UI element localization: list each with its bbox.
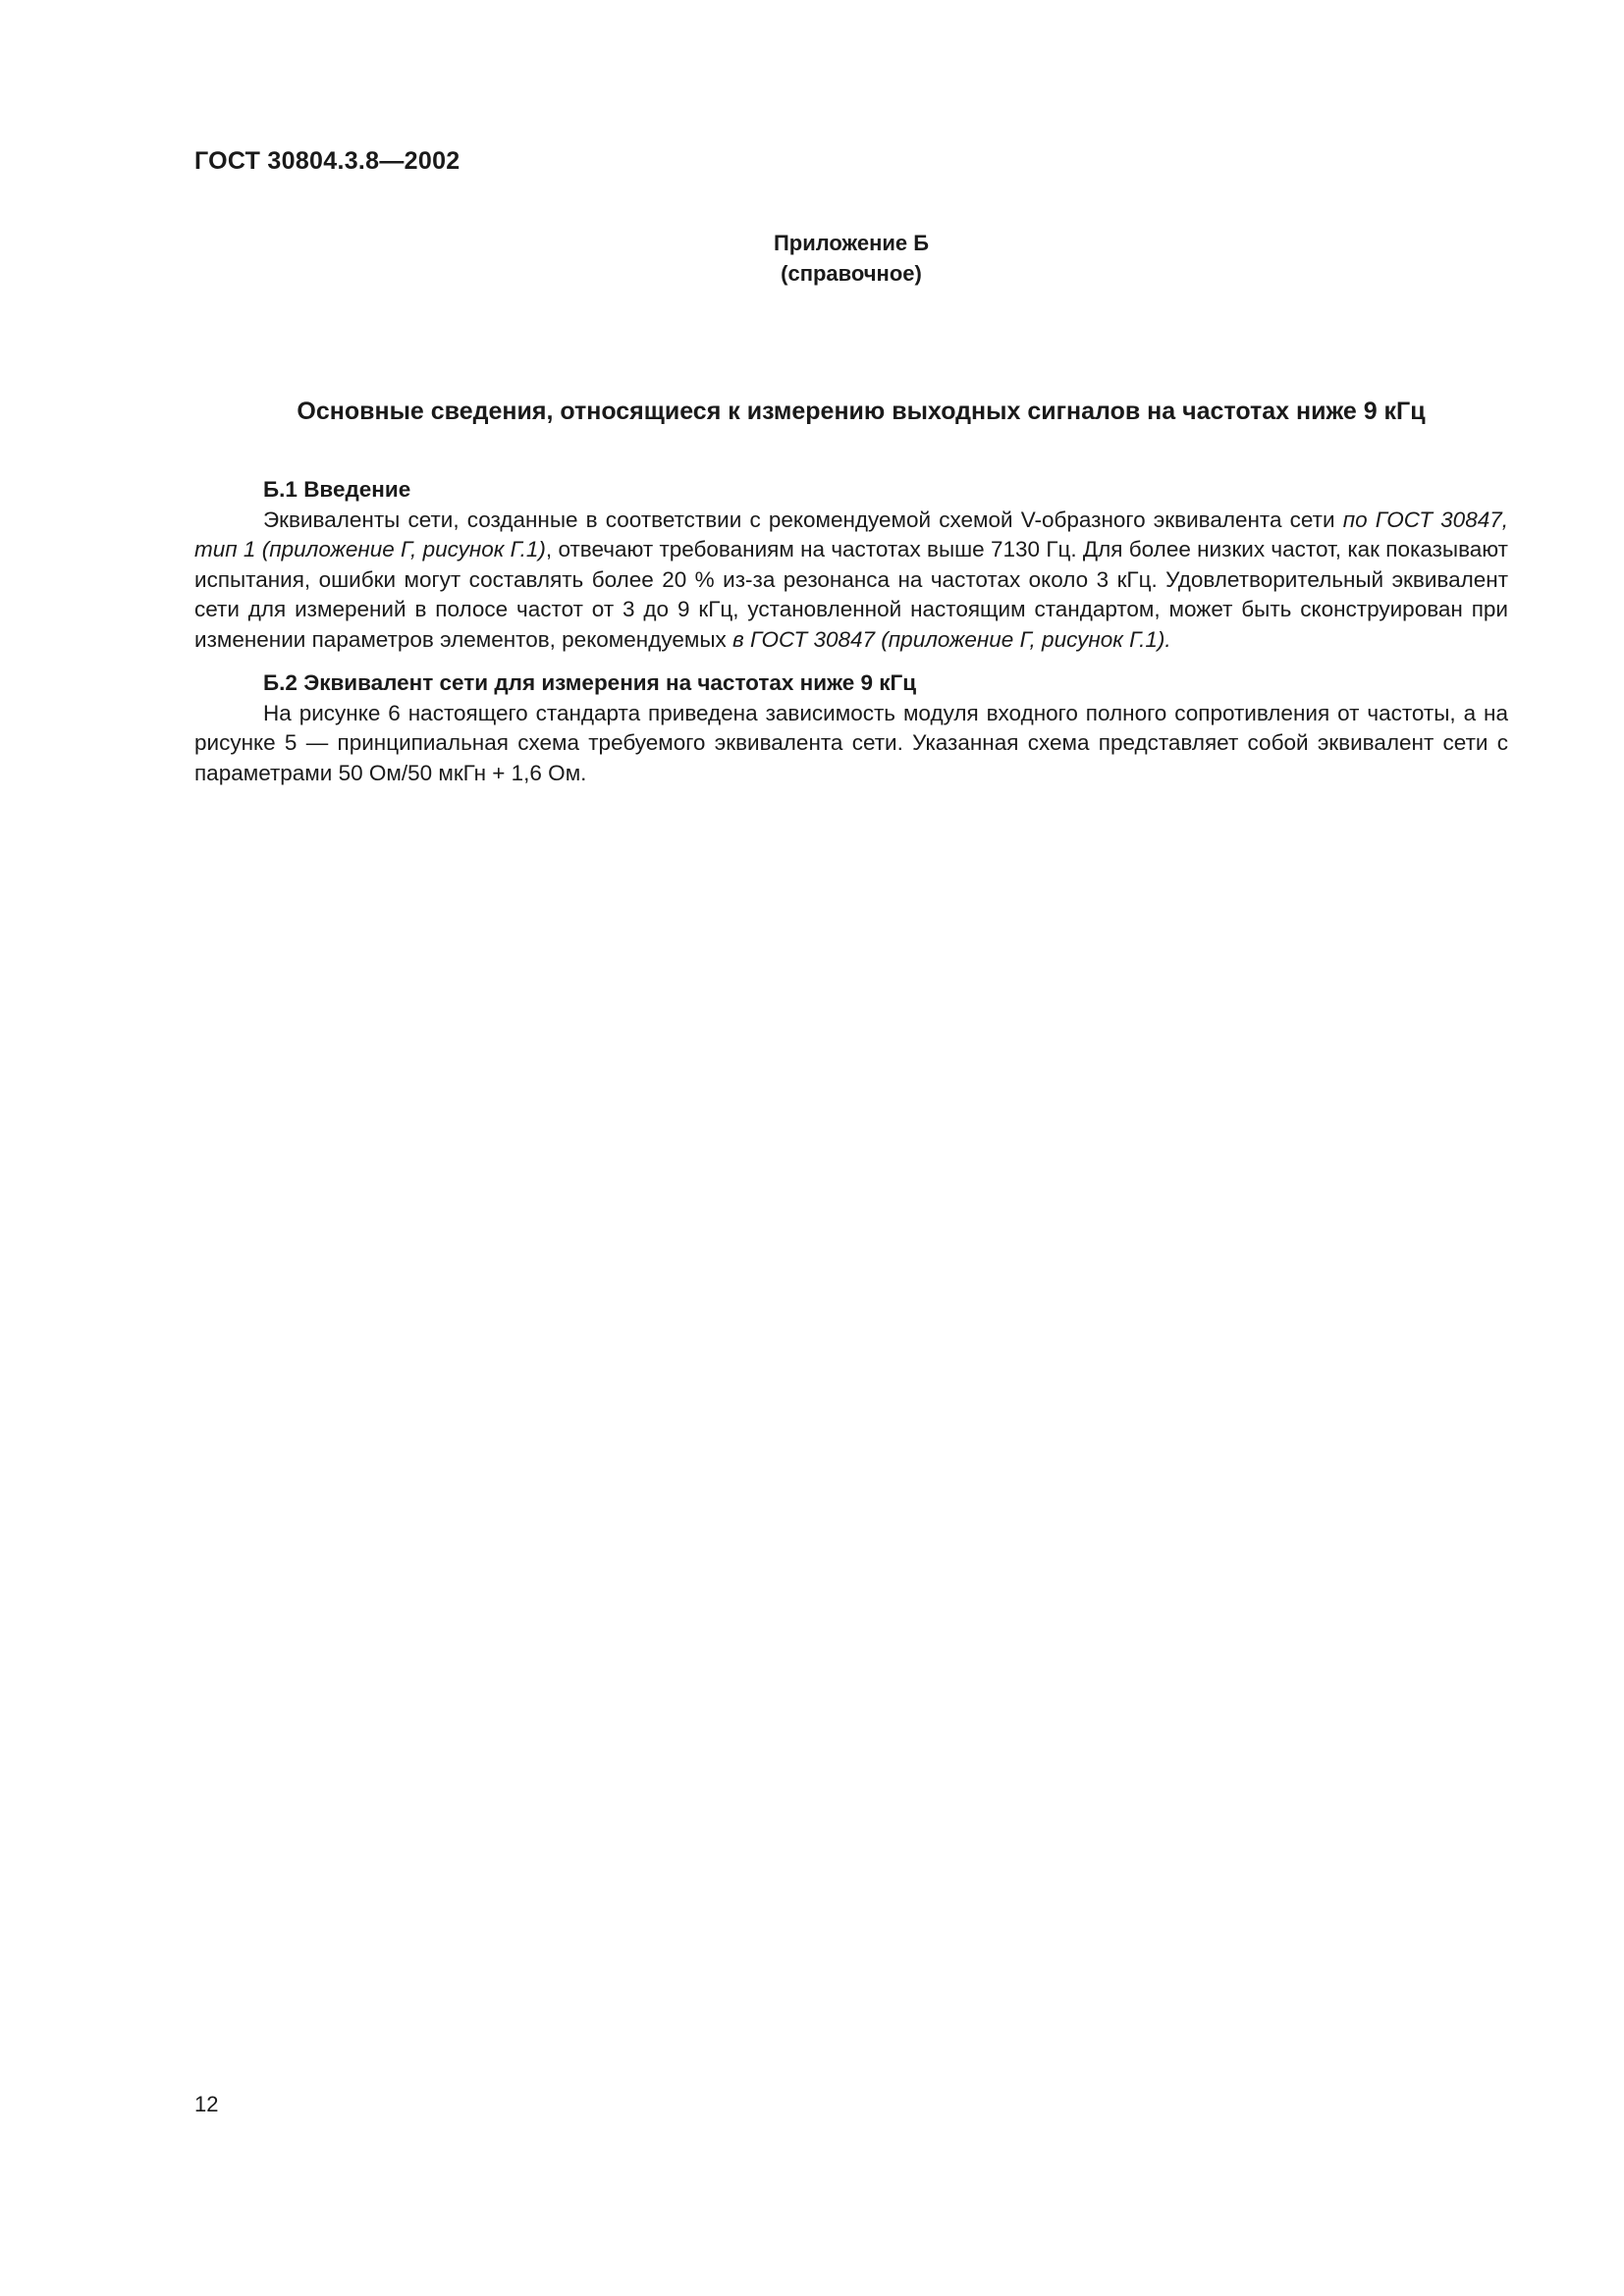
- section-heading-b1: Б.1 Введение: [263, 477, 411, 502]
- document-body: [194, 475, 1508, 788]
- reference-text: по ГОСТ 30847, тип 1 (приложение Г, рисунок Г.1): [194, 507, 1508, 561]
- reference-text: в ГОСТ 30847 (приложение Г, рисунок Г.1).: [732, 626, 1171, 652]
- appendix-title: Приложение Б: [773, 231, 930, 255]
- paragraph-text: , отвечают требованиям на частотах выше 7130 Гц. Для более низких частот, как показывают испытания, ошибки могут составлять более 20 % из-за резонанса на частотах около 3 кГц. Удовлетворительный эквивалент сети для измерений в полосе частот от 3 до 9 кГц, установленной настоящим стандартом, может быть сконструирован при изменении параметров элементов, рекомендуемых: [194, 537, 1508, 652]
- page-number: 12: [194, 2092, 219, 2116]
- section-b1-paragraph: [194, 506, 1508, 656]
- appendix-heading: [0, 228, 1624, 289]
- section-heading-b2: Б.2 Эквивалент сети для измерения на частотах ниже 9 кГц: [263, 670, 917, 695]
- paragraph-text: Эквиваленты сети, созданные в соответствии с рекомендуемой схемой V-образного эквивалента сети: [263, 507, 1343, 532]
- document-code: ГОСТ 30804.3.8—2002: [194, 147, 460, 175]
- appendix-type: (справочное): [781, 261, 922, 286]
- section-b2-paragraph: На рисунке 6 настоящего стандарта приведена зависимость модуля входного полного сопротивления от частоты, а на рисунке 5 — принципиальная схема требуемого эквивалента сети. Указанная схема представляет собой эквивалент сети с параметрами 50 Ом/50 мкГн + 1,6 Ом.: [194, 700, 1508, 785]
- main-title: Основные сведения, относящиеся к измерению выходных сигналов на частотах ниже 9 кГц: [297, 398, 1426, 425]
